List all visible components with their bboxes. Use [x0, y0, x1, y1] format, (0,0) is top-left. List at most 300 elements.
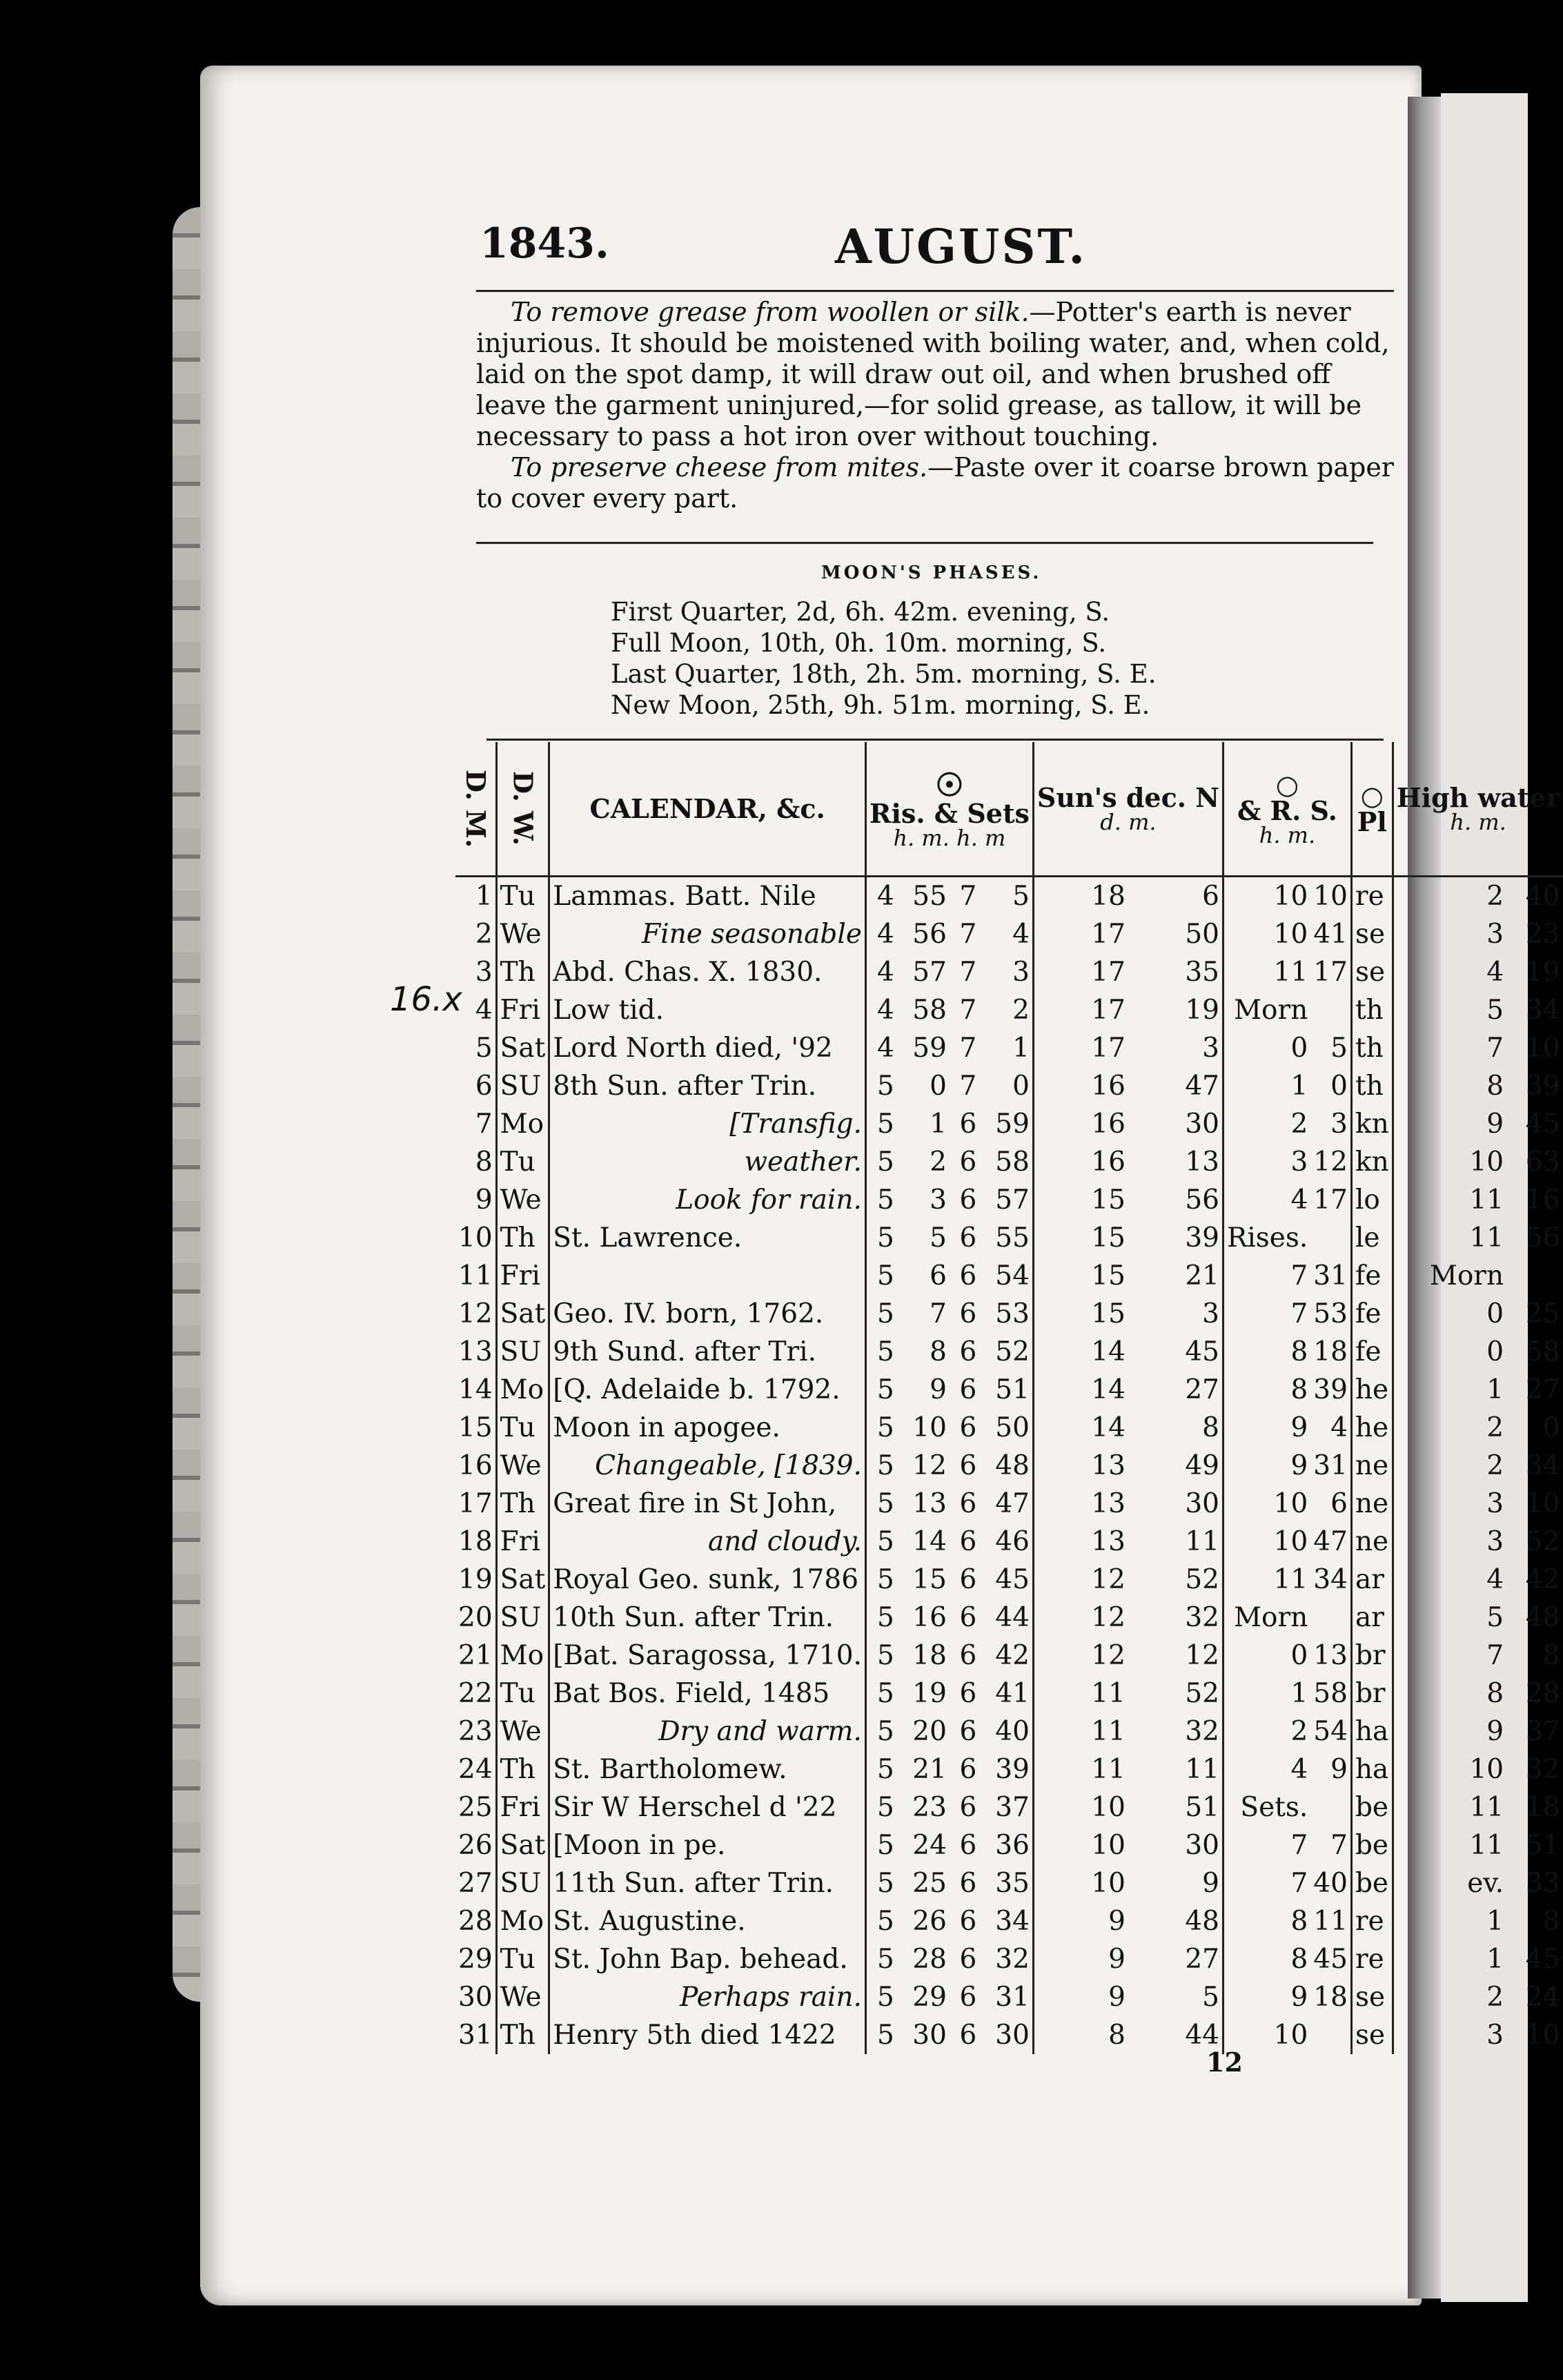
- sun-set-m: 1: [1012, 1033, 1030, 1064]
- footer-number: 12: [1206, 2047, 1243, 2078]
- sun-rise-m: 9: [930, 1374, 947, 1405]
- moon-place: th: [1351, 1029, 1393, 1067]
- declination-m: 13: [1185, 1147, 1219, 1178]
- day-of-month: 27: [458, 1868, 493, 1899]
- moon-place: le: [1351, 1219, 1393, 1257]
- moon-m: 31: [1313, 1260, 1348, 1291]
- sun-set-h: 6: [959, 1488, 977, 1519]
- calendar-note: [Q. Adelaide b. 1792.: [549, 1371, 866, 1409]
- day-of-month: 20: [458, 1602, 493, 1633]
- sun-rise-m: 10: [912, 1412, 947, 1443]
- moon-place: se: [1351, 2016, 1393, 2054]
- sun-rise-m: 8: [930, 1336, 947, 1367]
- moon-place: fe: [1351, 1257, 1393, 1295]
- moon-h: 8: [1223, 1333, 1310, 1371]
- declination-d: 13: [1033, 1447, 1128, 1485]
- sun-set-h: 6: [959, 1147, 977, 1178]
- moon-m: 5: [1330, 1033, 1348, 1064]
- sun-rise-m: 21: [912, 1754, 947, 1785]
- declination-d: 17: [1033, 1029, 1128, 1067]
- sun-set-m: 45: [995, 1564, 1030, 1595]
- moon-place-icon: ○: [1360, 779, 1384, 811]
- day-of-month: 1: [475, 881, 493, 912]
- header-moon-label: & R. S.: [1237, 794, 1337, 826]
- moon-h: Sets.: [1223, 1788, 1310, 1826]
- high-water-h: 3: [1393, 1523, 1506, 1561]
- day-of-week: Tu: [496, 1409, 549, 1447]
- sun-rise-h: 5: [865, 1143, 896, 1181]
- sun-rise-m: 12: [912, 1450, 947, 1481]
- declination-d: 12: [1033, 1561, 1128, 1599]
- table-row: [455, 1295, 1563, 1333]
- moon-place: ar: [1351, 1561, 1393, 1599]
- sun-set-h: 6: [959, 1944, 977, 1975]
- calendar-note: Royal Geo. sunk, 1786: [549, 1561, 866, 1599]
- moon-h: 7: [1223, 1826, 1310, 1864]
- sun-set-h: 6: [959, 1336, 977, 1367]
- moon-h: 10: [1223, 915, 1310, 953]
- calendar-note: Lord North died, '92: [549, 1029, 866, 1067]
- declination-d: 15: [1033, 1219, 1128, 1257]
- sun-set-m: 59: [995, 1109, 1030, 1140]
- high-water-h: 0: [1393, 1295, 1506, 1333]
- sun-rise-m: 7: [930, 1298, 947, 1329]
- sun-set-h: 6: [959, 1564, 977, 1595]
- declination-m: 19: [1185, 995, 1219, 1026]
- sun-rise-h: 4: [865, 877, 896, 916]
- declination-m: 21: [1185, 1260, 1219, 1291]
- table-row: [455, 915, 1563, 953]
- moon-h: 4: [1223, 1181, 1310, 1219]
- high-water-m: 63: [1525, 1147, 1560, 1178]
- moon-h: 0: [1223, 1029, 1310, 1067]
- calendar-note: Perhaps rain.: [549, 1978, 866, 2016]
- household-tip: [476, 452, 1401, 514]
- day-of-week: Tu: [496, 1675, 549, 1713]
- sun-set-m: 57: [995, 1184, 1030, 1216]
- day-of-week: We: [496, 1978, 549, 2016]
- declination-d: 13: [1033, 1485, 1128, 1523]
- day-of-month: 6: [475, 1071, 493, 1102]
- high-water-m: 25: [1525, 1298, 1560, 1329]
- sun-rise-h: 5: [865, 1637, 896, 1675]
- table-row: [455, 1826, 1563, 1864]
- calendar-note: weather.: [549, 1143, 866, 1181]
- declination-d: 16: [1033, 1067, 1128, 1105]
- declination-m: 56: [1185, 1184, 1219, 1216]
- day-of-month: 23: [458, 1716, 493, 1747]
- declination-m: 39: [1185, 1222, 1219, 1254]
- sun-set-h: 6: [959, 1830, 977, 1861]
- moon-place: ha: [1351, 1713, 1393, 1750]
- sun-rise-h: 5: [865, 1788, 896, 1826]
- high-water-m: 34: [1525, 1450, 1560, 1481]
- high-water-m: [1506, 1257, 1562, 1295]
- moon-icon: ○: [1275, 768, 1299, 800]
- sun-rise-m: 26: [912, 1906, 947, 1937]
- high-water-h: 11: [1393, 1219, 1506, 1257]
- high-water-m: 23: [1525, 919, 1560, 950]
- calendar-note: 10th Sun. after Trin.: [549, 1599, 866, 1637]
- declination-m: 3: [1202, 1298, 1219, 1329]
- moon-m: [1310, 2016, 1351, 2054]
- moon-m: 18: [1313, 1982, 1348, 2013]
- table-row: [455, 1864, 1563, 1902]
- calendar-note: Great fire in St John,: [549, 1485, 866, 1523]
- day-of-week: Fri: [496, 1523, 549, 1561]
- moon-h: 10: [1223, 877, 1310, 916]
- calendar-note: [549, 1257, 866, 1295]
- declination-d: 10: [1033, 1826, 1128, 1864]
- sun-rise-h: 5: [865, 1978, 896, 2016]
- day-of-week: Sat: [496, 1561, 549, 1599]
- moon-place: re: [1351, 1940, 1393, 1978]
- sun-set-m: 42: [995, 1640, 1030, 1671]
- moon-m: 10: [1313, 881, 1348, 912]
- declination-d: 12: [1033, 1599, 1128, 1637]
- calendar-note: Geo. IV. born, 1762.: [549, 1295, 866, 1333]
- high-water-h: 1: [1393, 1371, 1506, 1409]
- declination-d: 15: [1033, 1295, 1128, 1333]
- sun-rise-m: 29: [912, 1982, 947, 2013]
- moon-h: Morn: [1223, 1599, 1310, 1637]
- sun-icon: ☉: [935, 765, 964, 803]
- sun-set-m: 52: [995, 1336, 1030, 1367]
- calendar-note: Fine seasonable: [549, 915, 866, 953]
- day-of-month: 29: [458, 1944, 493, 1975]
- sun-set-m: 34: [995, 1906, 1030, 1937]
- sun-set-m: 37: [995, 1792, 1030, 1823]
- sun-rise-m: 58: [912, 995, 947, 1026]
- declination-m: 3: [1202, 1033, 1219, 1064]
- high-water-m: 19: [1525, 957, 1560, 988]
- high-water-h: 3: [1393, 915, 1506, 953]
- moon-h: 4: [1223, 1750, 1310, 1788]
- high-water-h: 3: [1393, 1485, 1506, 1523]
- sun-rise-m: 16: [912, 1602, 947, 1633]
- calendar-note: Low tid.: [549, 991, 866, 1029]
- declination-m: 52: [1185, 1678, 1219, 1709]
- high-water-m: 40: [1525, 881, 1560, 912]
- sun-set-h: 7: [959, 881, 977, 912]
- moon-m: [1310, 1599, 1351, 1637]
- sun-set-m: 48: [995, 1450, 1030, 1481]
- moon-h: 10: [1223, 1485, 1310, 1523]
- moon-h: 10: [1223, 1523, 1310, 1561]
- sun-rise-h: 5: [865, 1181, 896, 1219]
- sun-set-m: 58: [995, 1147, 1030, 1178]
- declination-d: 12: [1033, 1637, 1128, 1675]
- sun-rise-h: 5: [865, 1750, 896, 1788]
- moon-h: 9: [1223, 1978, 1310, 2016]
- sun-rise-m: 56: [912, 919, 947, 950]
- calendar-note: St. Augustine.: [549, 1902, 866, 1940]
- moon-place: ne: [1351, 1485, 1393, 1523]
- header-high-water: [1393, 742, 1562, 877]
- day-of-month: 17: [458, 1488, 493, 1519]
- high-water-h: 2: [1393, 877, 1506, 916]
- calendar-note: Sir W Herschel d '22: [549, 1788, 866, 1826]
- moon-place: ar: [1351, 1599, 1393, 1637]
- header-day-week: D. W.: [496, 742, 549, 877]
- moon-place: th: [1351, 991, 1393, 1029]
- day-of-week: Th: [496, 1219, 549, 1257]
- page-year: 1843.: [480, 220, 609, 268]
- divider: [476, 542, 1373, 544]
- moon-h: 3: [1223, 1143, 1310, 1181]
- high-water-h: 11: [1393, 1788, 1506, 1826]
- declination-m: 44: [1185, 2020, 1219, 2051]
- calendar-note: and cloudy.: [549, 1523, 866, 1561]
- high-water-m: 45: [1525, 1109, 1560, 1140]
- day-of-month: 28: [458, 1906, 493, 1937]
- day-of-month: 3: [475, 957, 493, 988]
- moon-h: 2: [1223, 1713, 1310, 1750]
- moon-place: br: [1351, 1637, 1393, 1675]
- calendar-table: [455, 742, 1563, 2054]
- sun-rise-h: 5: [865, 2016, 896, 2054]
- table-row: [455, 1029, 1563, 1067]
- moon-place: se: [1351, 953, 1393, 991]
- declination-m: 30: [1185, 1830, 1219, 1861]
- tip-text: —Potter's earth is never injurious. It should be moistened with boiling water, and, when cold, laid on the spot damp, it will draw out oil, and when brushed off leave the garment uninjured,—for solid grease, as tallow, it will be necessary to pass a hot iron over without touching.: [476, 297, 1390, 451]
- moon-place: lo: [1351, 1181, 1393, 1219]
- header-sun-label: Ris. & Sets: [869, 797, 1030, 829]
- high-water-m: 27: [1525, 1374, 1560, 1405]
- sun-set-m: 55: [995, 1222, 1030, 1254]
- declination-m: 8: [1202, 1412, 1219, 1443]
- divider: [486, 739, 1384, 741]
- moon-place: he: [1351, 1409, 1393, 1447]
- sun-rise-m: 25: [912, 1868, 947, 1899]
- moon-phase: Full Moon, 10th, 0h. 10m. morning, S.: [611, 628, 1107, 658]
- day-of-month: 19: [458, 1564, 493, 1595]
- day-of-month: 18: [458, 1526, 493, 1557]
- moon-place: ne: [1351, 1447, 1393, 1485]
- moon-m: 34: [1313, 1564, 1348, 1595]
- declination-d: 11: [1033, 1713, 1128, 1750]
- sun-set-m: 3: [1012, 957, 1030, 988]
- day-of-month: 14: [458, 1374, 493, 1405]
- moon-m: 3: [1330, 1109, 1348, 1140]
- sun-rise-h: 5: [865, 1713, 896, 1750]
- declination-m: 45: [1185, 1336, 1219, 1367]
- declination-d: 11: [1033, 1675, 1128, 1713]
- calendar-note: Bat Bos. Field, 1485: [549, 1675, 866, 1713]
- sun-set-h: 6: [959, 1792, 977, 1823]
- moon-m: 12: [1313, 1147, 1348, 1178]
- declination-m: 32: [1185, 1716, 1219, 1747]
- sun-rise-m: 13: [912, 1488, 947, 1519]
- moon-m: 40: [1313, 1868, 1348, 1899]
- header-moon-place: [1351, 742, 1393, 877]
- day-of-week: Fri: [496, 991, 549, 1029]
- table-header-row: [455, 742, 1563, 877]
- declination-m: 47: [1185, 1071, 1219, 1102]
- sun-set-h: 6: [959, 1716, 977, 1747]
- moon-place: kn: [1351, 1105, 1393, 1143]
- sun-rise-h: 5: [865, 1485, 896, 1523]
- sun-rise-m: 6: [930, 1260, 947, 1291]
- sun-set-m: 53: [995, 1298, 1030, 1329]
- sun-set-h: 6: [959, 1982, 977, 2013]
- sun-set-m: 5: [1012, 881, 1030, 912]
- moon-m: 6: [1330, 1488, 1348, 1519]
- high-water-h: Morn: [1393, 1257, 1506, 1295]
- moon-phase: New Moon, 25th, 9h. 51m. morning, S. E.: [611, 690, 1150, 720]
- day-of-week: We: [496, 1447, 549, 1485]
- header-dec-label: Sun's dec. N: [1036, 781, 1219, 813]
- sun-rise-h: 5: [865, 1333, 896, 1371]
- sun-set-h: 6: [959, 1868, 977, 1899]
- declination-m: 51: [1185, 1792, 1219, 1823]
- day-of-week: Sat: [496, 1826, 549, 1864]
- declination-d: 9: [1033, 1978, 1128, 2016]
- high-water-m: 33: [1525, 1868, 1560, 1899]
- high-water-m: 48: [1525, 1602, 1560, 1633]
- moon-m: 0: [1330, 1071, 1348, 1102]
- sun-set-m: 54: [995, 1260, 1030, 1291]
- calendar-note: Look for rain.: [549, 1181, 866, 1219]
- day-of-month: 24: [458, 1754, 493, 1785]
- table-row: [455, 1902, 1563, 1940]
- declination-m: 27: [1185, 1944, 1219, 1975]
- sun-rise-h: 5: [865, 1371, 896, 1409]
- moon-m: 31: [1313, 1450, 1348, 1481]
- moon-place: br: [1351, 1675, 1393, 1713]
- day-of-week: Tu: [496, 1143, 549, 1181]
- high-water-h: 7: [1393, 1637, 1506, 1675]
- calendar-note: Changeable, [1839.: [549, 1447, 866, 1485]
- sun-set-h: 6: [959, 1412, 977, 1443]
- sun-set-m: 32: [995, 1944, 1030, 1975]
- day-of-month: 31: [458, 2020, 493, 2051]
- declination-m: 32: [1185, 1602, 1219, 1633]
- header-hw-label: High water: [1396, 781, 1560, 813]
- declination-m: 12: [1185, 1640, 1219, 1671]
- sun-set-m: 0: [1012, 1071, 1030, 1102]
- sun-rise-h: 5: [865, 1902, 896, 1940]
- header-moon-units: h. m.: [1259, 821, 1316, 848]
- moon-m: 54: [1313, 1716, 1348, 1747]
- moon-m: 17: [1313, 1184, 1348, 1216]
- header-moon-rise-set: [1223, 742, 1351, 877]
- sun-rise-h: 5: [865, 1826, 896, 1864]
- day-of-week: Fri: [496, 1257, 549, 1295]
- declination-d: 14: [1033, 1333, 1128, 1371]
- high-water-h: 0: [1393, 1333, 1506, 1371]
- high-water-h: 5: [1393, 1599, 1506, 1637]
- sun-rise-h: 5: [865, 1940, 896, 1978]
- declination-d: 14: [1033, 1409, 1128, 1447]
- table-row: [455, 1675, 1563, 1713]
- high-water-h: ev.: [1393, 1864, 1506, 1902]
- declination-d: 9: [1033, 1902, 1128, 1940]
- moon-place: re: [1351, 1902, 1393, 1940]
- moon-phase: Last Quarter, 18th, 2h. 5m. morning, S. E.: [611, 659, 1157, 689]
- calendar-note: St. Bartholomew.: [549, 1750, 866, 1788]
- table-row: [455, 877, 1563, 916]
- declination-m: 11: [1185, 1754, 1219, 1785]
- sun-rise-m: 23: [912, 1792, 947, 1823]
- declination-m: 49: [1185, 1450, 1219, 1481]
- day-of-month: 4: [475, 995, 493, 1026]
- sun-set-h: 7: [959, 919, 977, 950]
- sun-rise-h: 5: [865, 1561, 896, 1599]
- sun-rise-m: 30: [912, 2020, 947, 2051]
- sun-set-h: 6: [959, 1450, 977, 1481]
- sun-rise-m: 24: [912, 1830, 947, 1861]
- moon-place: se: [1351, 1978, 1393, 2016]
- calendar-note: Moon in apogee.: [549, 1409, 866, 1447]
- table-row: [455, 1485, 1563, 1523]
- tip-title: To remove grease from woollen or silk.: [511, 297, 1030, 327]
- divider: [476, 290, 1394, 292]
- day-of-month: 26: [458, 1830, 493, 1861]
- sun-rise-h: 4: [865, 1029, 896, 1067]
- moon-m: 11: [1313, 1906, 1348, 1937]
- sun-set-m: 35: [995, 1868, 1030, 1899]
- declination-d: 13: [1033, 1523, 1128, 1561]
- sun-set-m: 47: [995, 1488, 1030, 1519]
- moon-h: 9: [1223, 1409, 1310, 1447]
- declination-m: 5: [1202, 1982, 1219, 2013]
- moon-m: 9: [1330, 1754, 1348, 1785]
- calendar-note: 9th Sund. after Tri.: [549, 1333, 866, 1371]
- declination-m: 48: [1185, 1906, 1219, 1937]
- sun-set-h: 6: [959, 1298, 977, 1329]
- table-row: [455, 1561, 1563, 1599]
- declination-d: 15: [1033, 1181, 1128, 1219]
- sun-rise-m: 59: [912, 1033, 947, 1064]
- header-calendar: CALENDAR, &c.: [549, 742, 866, 877]
- sun-set-m: 30: [995, 2020, 1030, 2051]
- sun-set-h: 6: [959, 2020, 977, 2051]
- header-pl-label: Pl: [1357, 806, 1387, 837]
- sun-set-h: 6: [959, 1602, 977, 1633]
- moon-m: 4: [1330, 1412, 1348, 1443]
- declination-d: 16: [1033, 1143, 1128, 1181]
- moon-m: [1310, 991, 1351, 1029]
- table-row: [455, 1333, 1563, 1371]
- sun-rise-h: 5: [865, 1675, 896, 1713]
- sun-set-h: 7: [959, 1033, 977, 1064]
- high-water-m: 24: [1525, 1982, 1560, 2013]
- calendar-note: Henry 5th died 1422: [549, 2016, 866, 2054]
- moon-h: 1: [1223, 1067, 1310, 1105]
- declination-d: 11: [1033, 1750, 1128, 1788]
- sun-rise-m: 20: [912, 1716, 947, 1747]
- calendar-note: St. Lawrence.: [549, 1219, 866, 1257]
- table-row: [455, 1750, 1563, 1788]
- high-water-m: 8: [1542, 1640, 1560, 1671]
- header-hw-units: h. m.: [1450, 808, 1506, 835]
- moon-place: be: [1351, 1788, 1393, 1826]
- high-water-h: 8: [1393, 1067, 1506, 1105]
- day-of-week: Tu: [496, 1940, 549, 1978]
- moon-h: 7: [1223, 1295, 1310, 1333]
- moon-place: ha: [1351, 1750, 1393, 1788]
- sun-set-m: 44: [995, 1602, 1030, 1633]
- declination-m: 30: [1185, 1488, 1219, 1519]
- moon-place: re: [1351, 877, 1393, 916]
- day-of-week: Th: [496, 2016, 549, 2054]
- sun-rise-h: 5: [865, 1295, 896, 1333]
- table-row: [455, 1599, 1563, 1637]
- high-water-h: 9: [1393, 1105, 1506, 1143]
- day-of-week: We: [496, 915, 549, 953]
- moon-place: se: [1351, 915, 1393, 953]
